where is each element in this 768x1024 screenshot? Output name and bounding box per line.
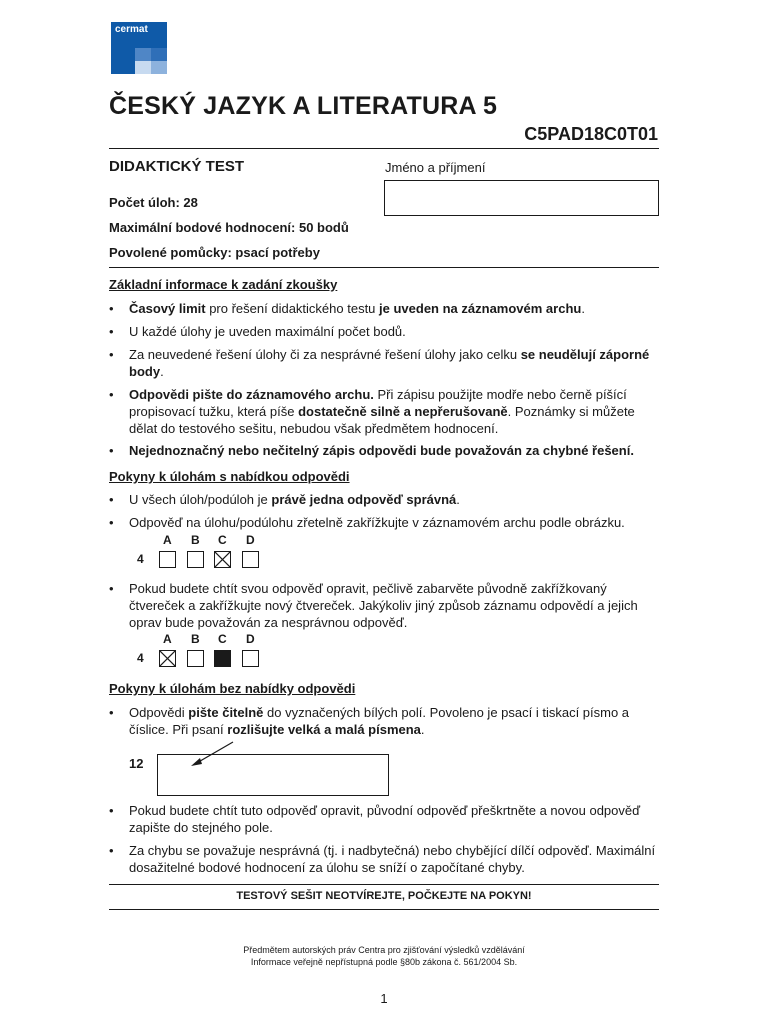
- list-item: • Časový limit pro řešení didaktického testu je uveden na záznamovém archu.: [109, 301, 585, 316]
- allowed-aids: Povolené pomůcky: psací potřeby: [109, 245, 320, 260]
- question-number: 4: [137, 552, 144, 566]
- max-score: Maximální bodové hodnocení: 50 bodů: [109, 220, 349, 235]
- logo-square: [151, 61, 167, 74]
- choice-instructions-title: Pokyny k úlohám s nabídkou odpovědi: [109, 469, 350, 484]
- divider: [109, 909, 659, 910]
- divider: [109, 884, 659, 885]
- name-label: Jméno a příjmení: [385, 160, 486, 175]
- text: Za chybu se považuje nesprávná (tj. i nadbytečná) nebo chybějící dílčí odpověď. Maximální dosažitelné bodové hodnocení za úlohu se sníží o započítané chyby.: [129, 843, 656, 875]
- question-number: 4: [137, 651, 144, 665]
- option-letter: A: [163, 533, 172, 547]
- text: do vyznačených bílých polí. Povoleno je psací i tiskací písmo a číslice. Při psaní: [129, 705, 630, 737]
- divider: [109, 148, 659, 149]
- list-item: • U všech úloh/podúloh je právě jedna odpověď správná.: [109, 492, 460, 507]
- arrow-icon: [185, 738, 240, 770]
- divider: [109, 267, 659, 268]
- cermat-logo: [111, 22, 167, 74]
- test-type: DIDAKTICKÝ TEST: [109, 158, 244, 175]
- text: Při zápisu použijte modře nebo černě píšící propisovací tužku, která píše: [129, 387, 627, 419]
- logo-square: [151, 48, 167, 61]
- page-number: 1: [380, 991, 388, 1006]
- basic-info-title: Základní informace k zadání zkoušky: [109, 277, 338, 292]
- checkbox-d[interactable]: [242, 650, 259, 667]
- text: Pokud budete chtít svou odpověď opravit, pečlivě zabarvěte původně zakřížkovaný čtvereček a zakřížkujte nový čtvereček. Jakýkoliv jiný způsob záznamu odpovědí a jejich oprav bude považován za nesprávnou odpověď.: [129, 581, 638, 630]
- legal-line: Informace veřejně nepřístupná podle §80b zákona č. 561/2004 Sb.: [250, 957, 518, 967]
- checkbox-d[interactable]: [242, 551, 259, 568]
- checkbox-b[interactable]: [187, 650, 204, 667]
- list-item: • Odpovědi pište čitelně do vyznačených bílých polí. Povoleno je psací i tiskací písmo a číslice. Při psaní rozlišujte velká a malá písmena.: [109, 705, 630, 737]
- list-item: • Za neuvedené řešení úlohy či za nesprávné řešení úlohy jako celku se neudělují záporné body.: [109, 347, 650, 379]
- text: Pokud budete chtít tuto odpověď opravit, původní odpověď přeškrtněte a novou odpověď zapište do stejného pole.: [129, 803, 641, 835]
- emphasis: rozlišujte velká a malá písmena: [227, 722, 421, 737]
- emphasis: se neudělují záporné body: [129, 347, 650, 379]
- option-letter: C: [218, 533, 227, 547]
- text: Odpovědi: [129, 705, 189, 720]
- emphasis: Časový limit: [129, 301, 206, 316]
- option-letter: C: [218, 632, 227, 646]
- question-number: 12: [129, 756, 144, 771]
- option-letter: B: [191, 632, 200, 646]
- emphasis: Odpovědi pište do záznamového archu.: [129, 387, 374, 402]
- logo-text: cermat: [115, 24, 148, 35]
- text: U každé úlohy je uveden maximální počet bodů.: [129, 324, 406, 339]
- checkbox-b[interactable]: [187, 551, 204, 568]
- text: .: [160, 364, 164, 379]
- test-code: C5PAD18C0T01: [524, 124, 658, 144]
- emphasis: je uveden na záznamovém archu: [379, 301, 582, 316]
- task-count: Počet úloh: 28: [109, 195, 198, 210]
- list-item: • Za chybu se považuje nesprávná (tj. i nadbytečná) nebo chybějící dílčí odpověď. Maximální dosažitelné bodové hodnocení za úlohu se sníží o započítané chyby.: [109, 842, 669, 876]
- cross-icon: [160, 651, 175, 666]
- cross-icon: [215, 552, 230, 567]
- option-letter: A: [163, 632, 172, 646]
- text: . Poznámky si můžete dělat do testového sešitu, nebudou však předmětem hodnocení.: [129, 404, 635, 436]
- copyright-line: Předmětem autorských práv Centra pro zjišťování výsledků vzdělávání: [243, 945, 525, 955]
- list-item: • Odpovědi pište do záznamového archu. Při zápisu použijte modře nebo černě píšící propisovací tužku, která píše dostatečně silně a nepřerušovaně. Poznámky si můžete dělat do testového sešitu, nebudou však předmětem hodnocení.: [109, 387, 635, 436]
- text: .: [456, 492, 460, 507]
- text: pro řešení didaktického testu: [205, 301, 380, 316]
- list-item: • Pokud budete chtít tuto odpověď opravit, původní odpověď přeškrtněte a novou odpověď zapište do stejného pole.: [109, 802, 669, 836]
- text: .: [420, 722, 425, 737]
- open-instructions-title: Pokyny k úlohám bez nabídky odpovědi: [109, 681, 356, 696]
- text: Odpověď na úlohu/podúlohu zřetelně zakřížkujte v záznamovém archu podle obrázku.: [129, 515, 625, 530]
- notice: TESTOVÝ SEŠIT NEOTVÍREJTE, POČKEJTE NA POKYN!: [236, 890, 532, 902]
- emphasis: pište čitelně: [188, 705, 264, 720]
- emphasis: právě jedna odpověď správná: [271, 492, 457, 507]
- checkbox-a-crossed[interactable]: [159, 650, 176, 667]
- name-field[interactable]: [384, 180, 659, 216]
- page-title: ČESKÝ JAZYK A LITERATURA 5: [109, 92, 498, 120]
- checkbox-c-crossed[interactable]: [214, 551, 231, 568]
- list-item: • Pokud budete chtít svou odpověď opravit, pečlivě zabarvěte původně zakřížkovaný čtvereček a zakřížkujte nový čtvereček. Jakýkoliv jiný způsob záznamu odpovědí a jejich oprav bude považován za nesprávnou odpověď.: [109, 580, 669, 631]
- list-item: • U každé úlohy je uveden maximální počet bodů.: [109, 323, 669, 340]
- option-letter: B: [191, 533, 200, 547]
- logo-square: [135, 48, 151, 61]
- emphasis: Nejednoznačný nebo nečitelný zápis odpovědi bude považován za chybné řešení.: [129, 443, 634, 458]
- checkbox-c-filled[interactable]: [214, 650, 231, 667]
- list-item: • Nejednoznačný nebo nečitelný zápis odpovědi bude považován za chybné řešení.: [109, 443, 634, 458]
- text: Za neuvedené řešení úlohy či za nesprávné řešení úlohy jako celku: [129, 347, 521, 362]
- checkbox-a[interactable]: [159, 551, 176, 568]
- text: U všech úloh/podúloh je: [129, 492, 272, 507]
- emphasis: dostatečně silně a nepřerušovaně: [298, 404, 508, 419]
- text: .: [581, 301, 585, 316]
- option-letter: D: [246, 632, 255, 646]
- option-letter: D: [246, 533, 255, 547]
- list-item: • Odpověď na úlohu/podúlohu zřetelně zakřížkujte v záznamovém archu podle obrázku.: [109, 514, 669, 531]
- logo-square: [135, 61, 151, 74]
